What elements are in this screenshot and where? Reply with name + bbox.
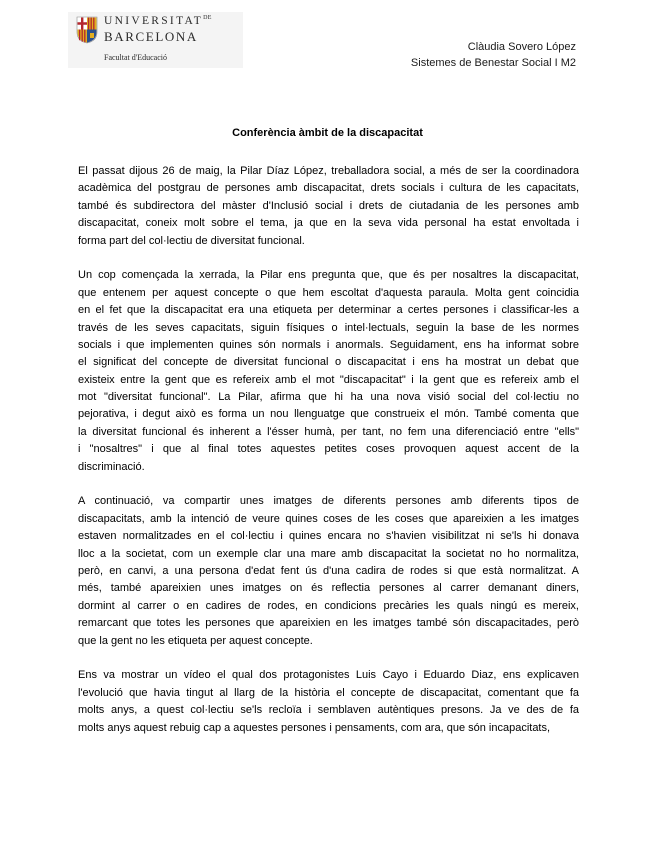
text-line: socials i que implementen quines són normals i anormals. Seguidament, ens ha informat sobre (78, 338, 579, 351)
text-line: existeix entre la gent que es refereix amb el mot "discapacitat" i la gent que es refereix amb el (78, 373, 579, 386)
text-line: A continuació, va compartir unes imatges de diferents persones amb diferents tipos de (78, 495, 579, 508)
text-line: remarcant que totes les persones que apareixien en les imatges també són discapacitades, però (78, 617, 579, 630)
text-line: lloc a la societat, com un exemple clar una mare amb discapacitat la societat no ho normalitza, (78, 547, 579, 560)
paragraph (78, 267, 579, 476)
paragraph (78, 493, 579, 650)
text-line: en el fet que la discapacitat era una etiqueta per determinar a certes persones i classificar-les a (78, 304, 579, 317)
text-line: dormint al carrer o en cadires de rodes, en condicions precàries les quals ningú es mereix, (78, 599, 579, 612)
text-line: forma part del col·lectiu de diversitat funcional. (78, 234, 305, 247)
document-title: Conferència àmbit de la discapacitat (232, 127, 423, 139)
author-name: Clàudia Sovero López (467, 41, 576, 53)
text-line: que entenem per aquest concepte o que hem escoltat d'aquesta paraula. Molta gent coincidia (78, 286, 579, 299)
university-name-line2: BARCELONA (104, 29, 198, 44)
text-line: Un cop començada la xerrada, la Pilar ens pregunta que, que és per nosaltres la discapacitat, (78, 269, 579, 282)
text-line: pejorativa, i degut això es forma un nou llenguatge que construeix el món. També comenta que (78, 408, 579, 421)
text-line: el significat del concepte de diversitat funcional o discapacitat i ens ha mostrat un debat que (78, 356, 579, 369)
text-line: molts anys aquest rebuig cap a aquestes persones i pensaments, com ara, que són incapacitats, (78, 721, 551, 734)
text-line: mot "diversitat funcional". La Pilar, afirma que hi ha una nova visió social del col·lectiu no (78, 391, 579, 404)
text-line: El passat dijous 26 de maig, la Pilar Díaz López, treballadora social, a més de ser la coordinadora (78, 165, 579, 177)
text-line: i "nosaltres" i que al final totes aquestes petites coses provoquen aquest accent de la (78, 443, 579, 456)
paragraph (78, 163, 579, 250)
university-name-line1: $UNIVERSITAT^{DE}$ (104, 15, 212, 27)
text-line: Ens va mostrar un vídeo el qual dos protagonistes Luis Cayo i Eduardo Diaz, ens explicaven (78, 669, 579, 682)
text-line: molts anys, a quest col·lectiu se'ls recloïa i semblaven autèntiques presons. Ja ve des de fa (78, 704, 579, 717)
text-line: discriminació. (78, 460, 145, 473)
document-body (78, 163, 579, 754)
course-name: Sistemes de Benestar Social I M2 (410, 57, 576, 69)
text-line: estaven normalitzades en el col·lectiu i quines encara no s'havien visibilitzat ni se'ls hi donava (78, 530, 579, 543)
text-line: també és subdirectora del màster d'Inclusió social i drets de ciutadania de les persones amb (78, 199, 579, 212)
paragraph (78, 667, 579, 737)
faculty-name: Facultat d'Educació (104, 53, 167, 62)
text-line: que la gent no les etiqueta per aquest concepte. (78, 634, 313, 647)
text-line: discapacitats, amb la intenció de veure quines coses de les coses que apareixien a les imatges (78, 512, 579, 525)
text-line: acadèmica del postgrau de persones amb discapacitat, drets socials i cultura de les capacitats, (78, 182, 579, 195)
text-line: l'evolució que havia tingut al llarg de la història el concepte de discapacitat, comentant que fa (78, 686, 579, 699)
text-line: però, en canvi, a una persona d'edat fent ús d'una cadira de rodes si que està normalitzat. A (78, 564, 579, 577)
university-logo (68, 12, 243, 68)
coat-of-arms-icon (76, 16, 98, 44)
text-line: discapacitat, coneix molt sobre el tema, ja que en la seva vida personal ha estat envoltada i (78, 217, 579, 230)
text-line: través de les seves capacitats, siguin físiques o intel·lectuals, seguin la base de les normes (78, 321, 579, 334)
text-line: la diversitat funcional és inherent a l'ésser humà, per tant, no fem una diferenciació entre "ells" (78, 425, 579, 438)
author-block (411, 39, 576, 71)
text-line: més, també apareixien unes imatges on és reflectia persones al carrer demanant diners, (78, 582, 579, 595)
